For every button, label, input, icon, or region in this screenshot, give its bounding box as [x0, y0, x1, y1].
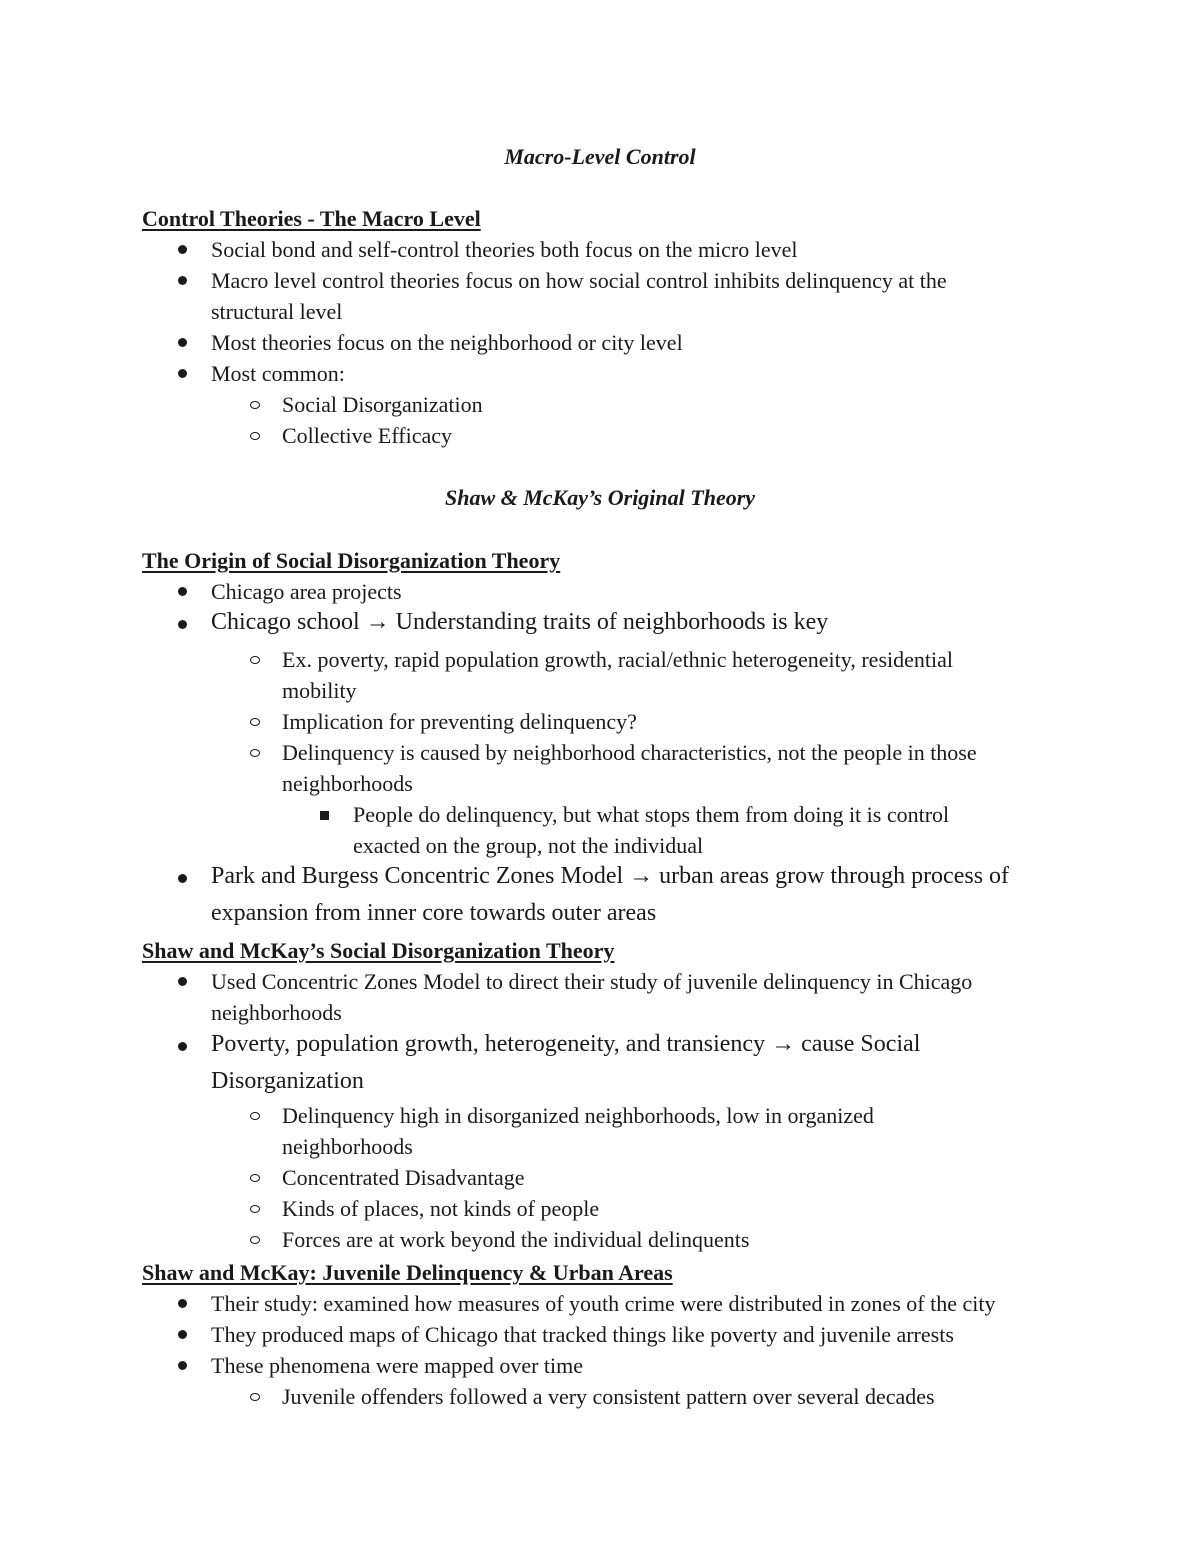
- list-item: Poverty, population growth, heterogeneity, and transiency → cause Social: [211, 1031, 921, 1057]
- bullet-dot-icon: [178, 1299, 187, 1308]
- bullet-dot-icon: [178, 276, 187, 285]
- bullet-circle-icon: [250, 1174, 260, 1182]
- list-item: Park and Burgess Concentric Zones Model → urban areas grow through process of: [211, 863, 1010, 889]
- bullet-dot-icon: [178, 874, 187, 883]
- sub-list-item: Ex. poverty, rapid population growth, racial/ethnic heterogeneity, residential: [282, 647, 953, 672]
- sub-list-item: Kinds of places, not kinds of people: [282, 1196, 600, 1221]
- bullet-circle-icon: [250, 718, 260, 726]
- bullet-dot-icon: [178, 977, 187, 986]
- sub-list-item: Social Disorganization: [282, 392, 483, 417]
- sub-list-item: Implication for preventing delinquency?: [282, 709, 637, 734]
- sub-list-item: Juvenile offenders followed a very consistent pattern over several decades: [282, 1384, 935, 1409]
- sub-list-item: Concentrated Disadvantage: [282, 1165, 525, 1190]
- sub-list-item-continuation: mobility: [282, 678, 357, 703]
- bullet-dot-icon: [178, 587, 187, 596]
- list-item: Social bond and self-control theories both focus on the micro level: [211, 237, 798, 262]
- sub-list-item: Collective Efficacy: [282, 423, 453, 448]
- list-item-continuation: neighborhoods: [211, 1000, 342, 1025]
- sub-list-item-continuation: neighborhoods: [282, 771, 413, 796]
- heading-control-theories: Control Theories - The Macro Level: [142, 206, 481, 231]
- sub-list-item: Forces are at work beyond the individual delinquents: [282, 1227, 750, 1252]
- bullet-dot-icon: [178, 1042, 187, 1051]
- bullet-circle-icon: [250, 656, 260, 664]
- bullet-circle-icon: [250, 749, 260, 757]
- bullet-circle-icon: [250, 1205, 260, 1213]
- heading-shaw-mckay-social-disorganization: Shaw and McKay’s Social Disorganization Theory: [142, 938, 615, 963]
- list-item: They produced maps of Chicago that tracked things like poverty and juvenile arrests: [211, 1322, 954, 1347]
- heading-juvenile-delinquency-urban-areas: Shaw and McKay: Juvenile Delinquency & Urban Areas: [142, 1260, 673, 1285]
- bullet-dot-icon: [178, 245, 187, 254]
- bullet-dot-icon: [178, 620, 187, 629]
- list-item: Chicago school → Understanding traits of neighborhoods is key: [211, 609, 829, 635]
- heading-origin-social-disorganization: The Origin of Social Disorganization Theory: [142, 548, 561, 573]
- list-item: Chicago area projects: [211, 579, 402, 604]
- list-item: Macro level control theories focus on how social control inhibits delinquency at the: [211, 268, 947, 293]
- list-item-continuation: structural level: [211, 299, 343, 324]
- list-item: Their study: examined how measures of youth crime were distributed in zones of the city: [211, 1291, 996, 1316]
- list-item: These phenomena were mapped over time: [211, 1353, 584, 1378]
- sub-list-item: Delinquency high in disorganized neighborhoods, low in organized: [282, 1103, 874, 1128]
- list-item: Used Concentric Zones Model to direct their study of juvenile delinquency in Chicago: [211, 969, 973, 994]
- bullet-circle-icon: [250, 1393, 260, 1401]
- sub-list-item: Delinquency is caused by neighborhood characteristics, not the people in those: [282, 740, 977, 765]
- bullet-dot-icon: [178, 338, 187, 347]
- bullet-dot-icon: [178, 1361, 187, 1370]
- bullet-circle-icon: [250, 1236, 260, 1244]
- list-item: Most common:: [211, 361, 345, 386]
- sub-sub-list-item: People do delinquency, but what stops them from doing it is control: [353, 802, 950, 827]
- bullet-circle-icon: [250, 401, 260, 409]
- list-item-continuation: expansion from inner core towards outer areas: [211, 900, 657, 926]
- sub-list-item-continuation: neighborhoods: [282, 1134, 413, 1159]
- list-item-continuation: Disorganization: [211, 1068, 364, 1094]
- bullet-dot-icon: [178, 1330, 187, 1339]
- sub-sub-list-item-continuation: exacted on the group, not the individual: [353, 833, 704, 858]
- title-shaw-mckay-original-theory: Shaw & McKay’s Original Theory: [444, 485, 756, 510]
- bullet-circle-icon: [250, 432, 260, 440]
- bullet-square-icon: [320, 811, 329, 820]
- title-macro-level-control: Macro-Level Control: [504, 144, 696, 169]
- bullet-dot-icon: [178, 369, 187, 378]
- bullet-circle-icon: [250, 1112, 260, 1120]
- list-item: Most theories focus on the neighborhood or city level: [211, 330, 683, 355]
